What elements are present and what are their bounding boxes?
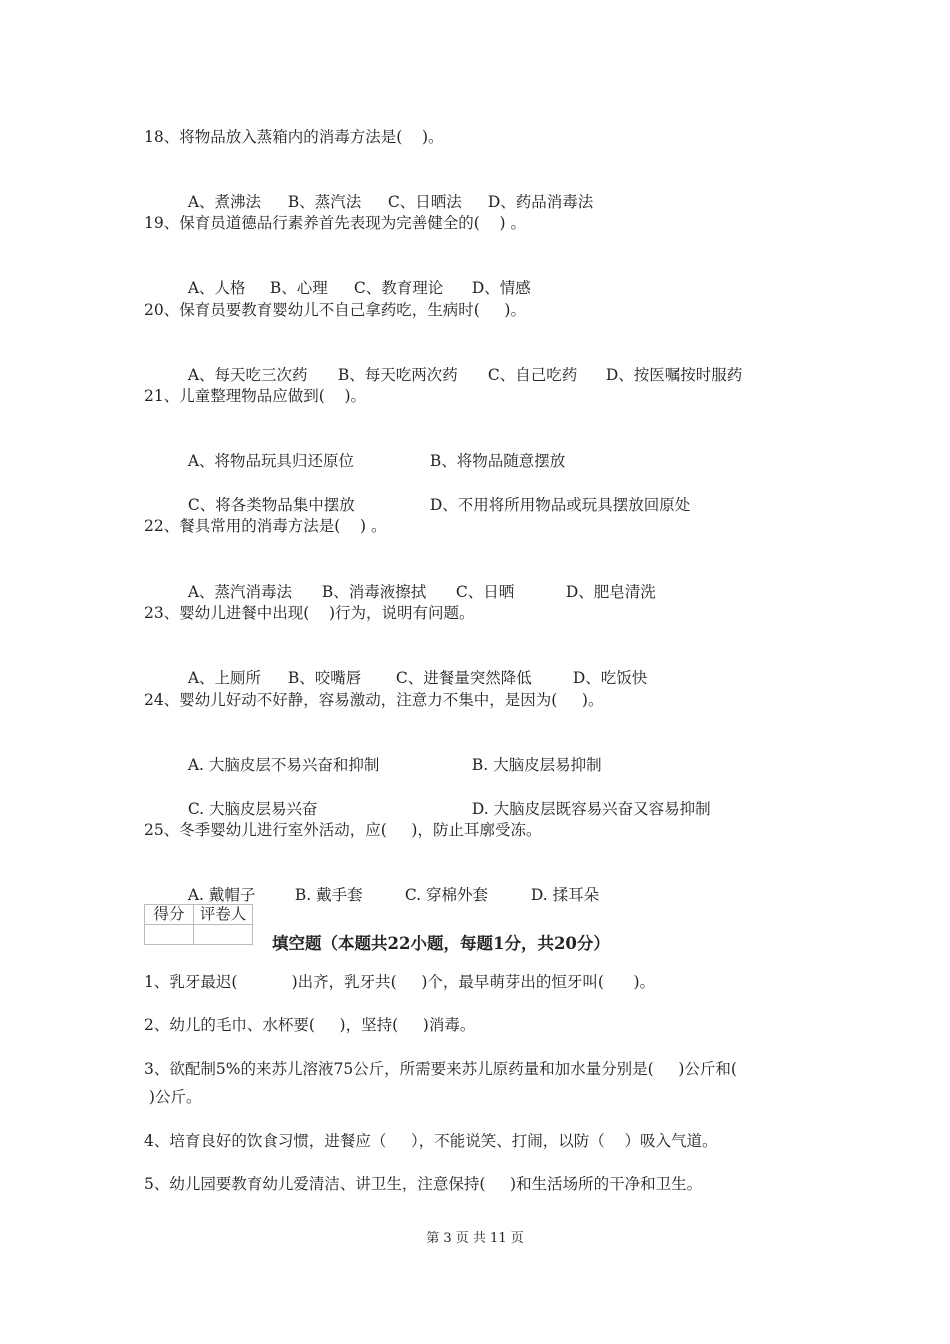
- page-footer: 第 3 页 共 11 页: [426, 1231, 524, 1246]
- option-b: B、蒸汽法: [287, 193, 362, 211]
- option-d: D、情感: [471, 279, 531, 297]
- blank-question-3: 3、欲配制5%的来苏儿溶液75公斤，所需要来苏儿原药量和加水量分别是( )公斤和(: [144, 1060, 737, 1078]
- option-b: B、咬嘴唇: [287, 669, 362, 687]
- question-19: 19、保育员道德品行素养首先表现为完善健全的( ) 。: [144, 214, 526, 232]
- option-a: A、上厕所: [187, 669, 262, 687]
- question-23: 23、婴幼儿进餐中出现( )行为，说明有问题。: [144, 604, 475, 622]
- option-b: B、消毒液擦拭: [321, 583, 427, 601]
- option-c: C、日晒: [455, 583, 515, 601]
- option-c: C. 穿棉外套: [404, 886, 489, 904]
- option-b: B. 戴手套: [294, 886, 363, 904]
- blank-question-1: 1、乳牙最迟( )出齐，乳牙共( )个，最早萌芽出的恒牙叫( )。: [144, 973, 656, 991]
- score-cell: [145, 925, 194, 945]
- option-c: C、将各类物品集中摆放: [187, 496, 355, 514]
- option-d: D. 大脑皮层既容易兴奋又容易抑制: [471, 800, 711, 818]
- option-b: B. 大脑皮层易抑制: [471, 756, 602, 774]
- option-b: B、将物品随意摆放: [429, 452, 566, 470]
- option-b: B、每天吃两次药: [337, 366, 458, 384]
- option-d: D、肥皂清洗: [565, 583, 656, 601]
- option-d: D、按医嘱按时服药: [605, 366, 743, 384]
- grader-cell: [194, 925, 253, 945]
- option-d: D、吃饭快: [572, 669, 648, 687]
- option-d: D、药品消毒法: [487, 193, 594, 211]
- option-a: A. 大脑皮层不易兴奋和抑制: [187, 756, 380, 774]
- question-21: 21、儿童整理物品应做到( )。: [144, 387, 367, 405]
- option-d: D、不用将所用物品或玩具摆放回原处: [429, 496, 691, 514]
- question-18: 18、将物品放入蒸箱内的消毒方法是( )。: [144, 128, 444, 146]
- options-23: [178, 645, 647, 689]
- blank-question-2: 2、幼儿的毛巾、水杯要( )，坚持( )消毒。: [144, 1016, 476, 1034]
- options-21-row1: [178, 428, 565, 472]
- options-21-row2: [178, 472, 690, 516]
- option-c: C、进餐量突然降低: [395, 669, 532, 687]
- blank-question-4: 4、培育良好的饮食习惯，进餐应（ ），不能说笑、打闹，以防（ ）吸入气道。: [144, 1132, 718, 1150]
- options-18: [178, 169, 593, 213]
- score-table: [144, 904, 253, 945]
- option-c: C. 大脑皮层易兴奋: [187, 800, 318, 818]
- options-19: [178, 255, 531, 299]
- option-b: B、心理: [269, 279, 328, 297]
- options-24-row1: [178, 732, 602, 776]
- option-c: C、自己吃药: [487, 366, 578, 384]
- blank-question-5: 5、幼儿园要教育幼儿爱清洁、讲卫生，注意保持( )和生活场所的干净和卫生。: [144, 1175, 703, 1193]
- options-20: [178, 342, 742, 386]
- option-a: A、将物品玩具归还原位: [187, 452, 355, 470]
- question-20: 20、保育员要教育婴幼儿不自己拿药吃，生病时( )。: [144, 301, 526, 319]
- option-a: A、人格: [187, 279, 246, 297]
- section-title: 填空题（本题共22小题，每题1分，共20分）: [272, 934, 610, 953]
- question-25: 25、冬季婴幼儿进行室外活动，应( )，防止耳廓受冻。: [144, 821, 542, 839]
- score-header: 得分: [145, 905, 194, 925]
- option-a: A、蒸汽消毒法: [187, 583, 293, 601]
- option-a: A、煮沸法: [187, 193, 262, 211]
- option-d: D. 揉耳朵: [530, 886, 600, 904]
- question-22: 22、餐具常用的消毒方法是( ) 。: [144, 517, 387, 535]
- question-24: 24、婴幼儿好动不好静，容易激动，注意力不集中，是因为( )。: [144, 691, 604, 709]
- options-25: [178, 862, 599, 906]
- option-c: C、教育理论: [353, 279, 444, 297]
- options-24-row2: [178, 776, 711, 820]
- option-a: A、每天吃三次药: [187, 366, 308, 384]
- blank-question-3-cont: )公斤。: [144, 1088, 202, 1106]
- grader-header: 评卷人: [194, 905, 253, 925]
- options-22: [178, 559, 656, 603]
- option-a: A. 戴帽子: [187, 886, 256, 904]
- option-c: C、日晒法: [387, 193, 462, 211]
